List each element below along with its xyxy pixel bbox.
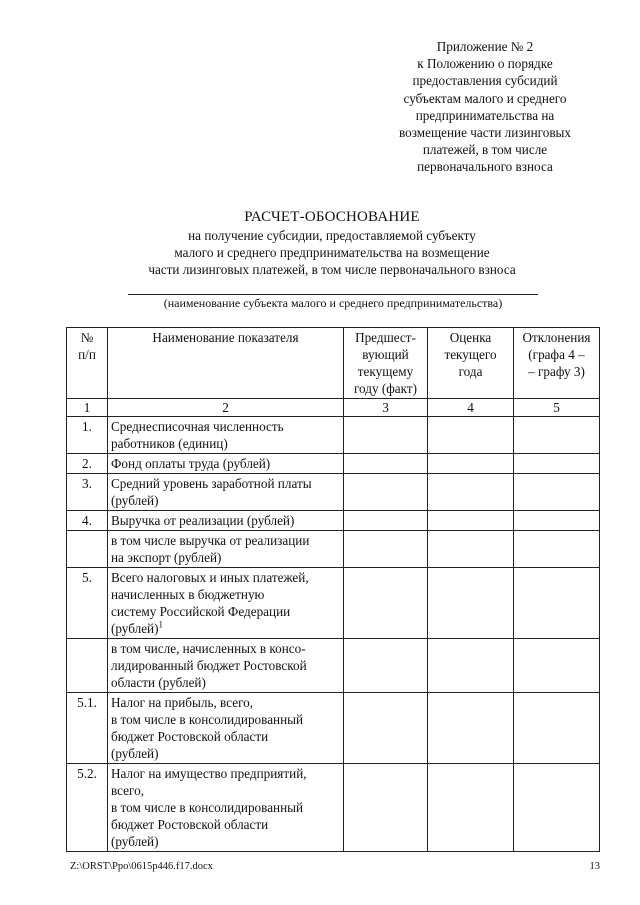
value-prior-year [344, 417, 428, 454]
calculation-table [66, 327, 600, 852]
column-header [428, 328, 514, 399]
row-index: 3. [67, 474, 108, 511]
appendix-line: первоначального взноса [417, 159, 553, 175]
value-current-estimate [428, 568, 514, 639]
indicator-line [111, 435, 340, 452]
indicator-line [111, 765, 340, 782]
value-current-estimate [428, 639, 514, 693]
indicator-line [111, 532, 340, 549]
cell-text-line: году (факт) [353, 381, 418, 396]
value-current-estimate [428, 693, 514, 764]
value-deviation [514, 454, 600, 474]
row-index [67, 531, 108, 568]
indicator-text: бюджет Ростовской области [111, 729, 269, 744]
indicator-text: Выручка от реализации (рублей) [111, 513, 295, 528]
table-row [67, 693, 600, 764]
indicator-line [111, 569, 340, 586]
value-current-estimate [428, 454, 514, 474]
column-header [344, 328, 428, 399]
column-number: 5 [514, 399, 600, 417]
table-row [67, 417, 600, 454]
indicator-name [108, 639, 344, 693]
appendix-line: возмещение части лизинговых [399, 125, 571, 141]
cell-text-line: п/п [78, 347, 96, 362]
value-deviation [514, 511, 600, 531]
indicator-line [111, 603, 340, 620]
subtitle-line: части лизинговых платежей, в том числе первоначального взноса [148, 262, 516, 277]
value-current-estimate [428, 764, 514, 852]
indicator-name [108, 693, 344, 764]
appendix-line: Приложение № 2 [436, 39, 534, 54]
indicator-text: в том числе, начисленных в консо- [111, 641, 306, 656]
indicator-text: Налог на прибыль, всего, [111, 695, 254, 710]
cell-text-line: (графа 4 – [528, 347, 585, 362]
indicator-line [111, 455, 340, 472]
appendix-line: предпринимательства на [415, 107, 555, 123]
indicator-text: (рублей) [111, 834, 159, 849]
indicator-line [111, 418, 340, 435]
cell-text-line: вующий [362, 347, 409, 362]
indicator-text: лидированный бюджет Ростовской [111, 658, 307, 673]
indicator-name [108, 568, 344, 639]
indicator-line [111, 475, 340, 492]
value-current-estimate [428, 531, 514, 568]
row-index [67, 639, 108, 693]
footnote-marker: 1 [158, 619, 163, 630]
column-number: 4 [428, 399, 514, 417]
column-header [514, 328, 600, 399]
indicator-name [108, 764, 344, 852]
indicator-name [108, 454, 344, 474]
column-number: 1 [67, 399, 108, 417]
page-number: 13 [589, 861, 600, 872]
appendix-line: субъектам малого и среднего [403, 90, 567, 106]
table-body [67, 417, 600, 852]
value-current-estimate [428, 511, 514, 531]
value-prior-year [344, 474, 428, 511]
value-prior-year [344, 639, 428, 693]
cell-text-line: Наименование показателя [152, 330, 299, 345]
value-deviation [514, 639, 600, 693]
indicator-text: области (рублей) [111, 675, 206, 690]
subtitle-line: на получение субсидии, предоставляемой субъекту [188, 228, 476, 243]
cell-text-line: Предшест- [355, 330, 416, 345]
indicator-line [111, 492, 340, 509]
indicator-line [111, 782, 340, 799]
column-number: 2 [108, 399, 344, 417]
column-header [67, 328, 108, 399]
table-row [67, 764, 600, 852]
appendix-line: к Положению о порядке [417, 56, 553, 72]
table-header [67, 328, 600, 417]
indicator-text: (рублей) [111, 621, 159, 636]
indicator-text: Налог на имущество предприятий, [111, 766, 307, 781]
indicator-line [111, 694, 340, 711]
row-index: 4. [67, 511, 108, 531]
column-number-row [67, 399, 600, 417]
indicator-line [111, 657, 340, 674]
table-row [67, 454, 600, 474]
indicator-line [111, 745, 340, 762]
indicator-line [111, 586, 340, 603]
value-deviation [514, 568, 600, 639]
header-row [67, 328, 600, 399]
row-index: 2. [67, 454, 108, 474]
indicator-text: (рублей) [111, 746, 159, 761]
appendix-line: платежей, в том числе [422, 142, 548, 158]
title-block [80, 208, 584, 278]
indicator-text: всего, [111, 783, 144, 798]
indicator-line [111, 640, 340, 657]
appendix-line: предоставления субсидий [412, 73, 558, 89]
value-prior-year [344, 693, 428, 764]
table-row [67, 511, 600, 531]
cell-text-line: текущему [357, 364, 414, 379]
indicator-text: бюджет Ростовской области [111, 817, 269, 832]
indicator-line [111, 816, 340, 833]
subtitle-line: малого и среднего предпринимательства на возмещение [174, 245, 490, 260]
indicator-text: Фонд оплаты труда (рублей) [111, 456, 271, 471]
table-row [67, 531, 600, 568]
indicator-text: в том числе выручка от реализации [111, 533, 310, 548]
indicator-text: на экспорт (рублей) [111, 550, 222, 565]
cell-text-line: года [458, 364, 483, 379]
value-deviation [514, 764, 600, 852]
entity-name-hint: (наименование субъекта малого и среднего предпринимательства) [163, 296, 503, 310]
indicator-text: (рублей) [111, 493, 159, 508]
table-row [67, 474, 600, 511]
cell-text-line: Оценка [449, 330, 492, 345]
appendix-header [370, 38, 600, 176]
indicator-text: в том числе в консолидированный [111, 800, 304, 815]
file-path: Z:\ORST\Ppo\0615p446.f17.docx [70, 861, 213, 872]
indicator-text: Средний уровень заработной платы [111, 476, 312, 491]
value-deviation [514, 531, 600, 568]
row-index: 1. [67, 417, 108, 454]
cell-text-line: № [80, 330, 94, 345]
value-deviation [514, 693, 600, 764]
indicator-text: систему Российской Федерации [111, 604, 291, 619]
cell-text-line: – графу 3) [528, 364, 585, 379]
column-number: 3 [344, 399, 428, 417]
indicator-name [108, 531, 344, 568]
column-header [108, 328, 344, 399]
table-row [67, 568, 600, 639]
value-current-estimate [428, 474, 514, 511]
value-prior-year [344, 764, 428, 852]
row-index: 5.1. [67, 693, 108, 764]
indicator-text: начисленных в бюджетную [111, 587, 265, 602]
indicator-name [108, 511, 344, 531]
value-prior-year [344, 511, 428, 531]
value-deviation [514, 417, 600, 454]
indicator-text: в том числе в консолидированный [111, 712, 304, 727]
cell-text-line: Отклонения [522, 330, 591, 345]
row-index: 5. [67, 568, 108, 639]
indicator-text: работников (единиц) [111, 436, 228, 451]
indicator-text: Всего налоговых и иных платежей, [111, 570, 309, 585]
indicator-line [111, 512, 340, 529]
indicator-text: Среднесписочная численность [111, 419, 284, 434]
indicator-line [111, 728, 340, 745]
indicator-line [111, 674, 340, 691]
indicator-line [111, 833, 340, 850]
indicator-line [111, 711, 340, 728]
value-prior-year [344, 454, 428, 474]
value-deviation [514, 474, 600, 511]
row-index: 5.2. [67, 764, 108, 852]
value-current-estimate [428, 417, 514, 454]
indicator-line [111, 620, 340, 637]
entity-name-line [128, 294, 538, 295]
value-prior-year [344, 568, 428, 639]
indicator-name [108, 417, 344, 454]
indicator-line [111, 549, 340, 566]
table-row [67, 639, 600, 693]
indicator-name [108, 474, 344, 511]
cell-text-line: текущего [444, 347, 497, 362]
document-title: РАСЧЕТ-ОБОСНОВАНИЕ [244, 209, 420, 225]
value-prior-year [344, 531, 428, 568]
indicator-line [111, 799, 340, 816]
